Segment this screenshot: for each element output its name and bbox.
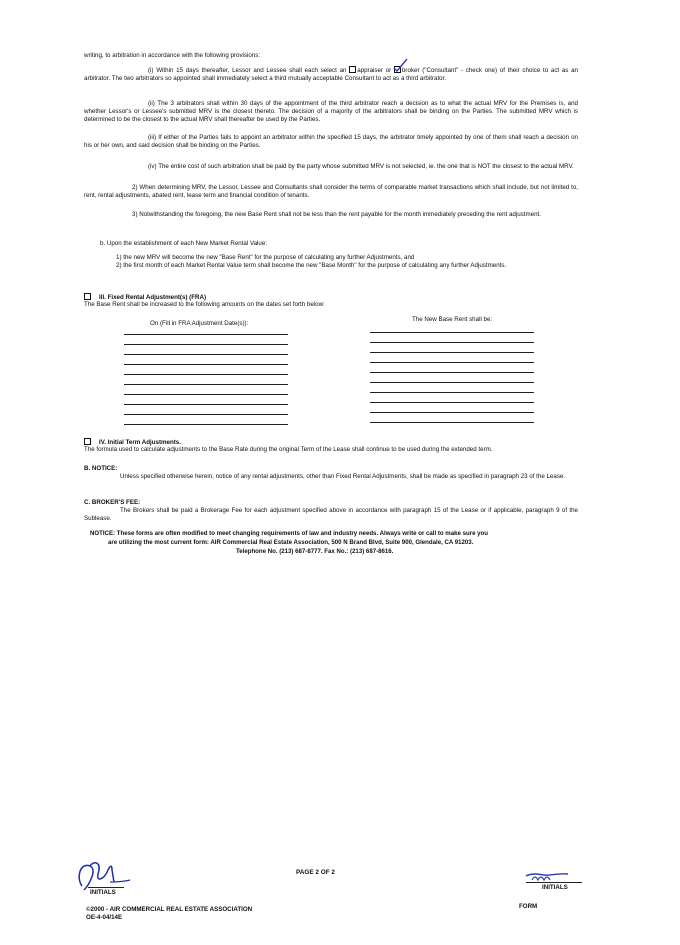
section-iv-checkbox[interactable] xyxy=(84,438,91,445)
broker-checkbox[interactable] xyxy=(394,66,401,73)
new-base-rent-line[interactable] xyxy=(370,382,534,383)
new-base-rent-line[interactable] xyxy=(370,352,534,353)
new-base-rent-line[interactable] xyxy=(370,362,534,363)
fra-date-column-label: On (Fill in FRA Adjustment Date(s)): xyxy=(150,320,249,327)
fra-date-line[interactable] xyxy=(124,384,288,385)
paragraph-b: b. Upon the establishment of each New Market Rental Value: xyxy=(100,240,268,247)
paragraph-3: 3) Notwithstanding the foregoing, the new Base Rent shall not be less than the rent payable for the month immediately preceding the rent adjustment. xyxy=(132,211,541,218)
fra-date-line[interactable] xyxy=(124,394,288,395)
fra-date-line[interactable] xyxy=(124,364,288,365)
fra-date-line[interactable] xyxy=(124,374,288,375)
paragraph-ii: (ii) The 3 arbitrators shall within 30 days of the appointment of the third arbitrator reach a decision as to what the actual MRV for the Premises is, and whether Lessor's or Lessee's submitted MRV is the closest thereto. The decision of a majority of the arbitrators shall be binding on the Parties. The submitted MRV which is determined to be the closest to the actual MRV shall thereafter be used by the Parties. xyxy=(84,100,578,123)
form-notice-line-2: are utilizing the most current form: AIR Commercial Real Estate Association, 500 N Brand Blvd, Suite 900, Glendale, CA 91203. xyxy=(108,539,474,546)
paragraph-b1: 1) the new MRV will become the new "Base Rent" for the purpose of calculating any further Adjustments, and xyxy=(116,254,415,261)
fra-date-line[interactable] xyxy=(124,414,288,415)
section-iii-text: The Base Rent shall be increased to the following amounts on the dates set forth below: xyxy=(84,301,325,308)
paragraph-i-text: (i) Within 15 days thereafter, Lessor and Lessee shall each select an xyxy=(148,67,347,74)
paragraph-iv: (iv) The entire cost of such arbitration shall be paid by the party whose submitted MRV is not selected, ie. the one that is NOT the closest to the actual MRV. xyxy=(148,163,574,170)
section-iv-text: The formula used to calculate adjustments to the Base Rate during the original Term of the Lease shall continue to be used during the extended term. xyxy=(84,446,493,453)
form-notice-line-3: Telephone No. (213) 687-8777. Fax No.: (213) 687-8616. xyxy=(236,548,394,555)
initials-line-left[interactable] xyxy=(88,887,124,888)
initials-line-right[interactable] xyxy=(526,882,582,883)
initials-label-right: INITIALS xyxy=(542,884,568,891)
notice-text: Unless specified otherwise herein, notice of any rental adjustments, other than Fixed Rental Adjustments, shall be made as specified in paragraph 23 of the Lease. xyxy=(120,473,566,480)
new-base-rent-line[interactable] xyxy=(370,332,534,333)
new-base-rent-line[interactable] xyxy=(370,402,534,403)
brokers-fee-heading: C. BROKER'S FEE: xyxy=(84,499,141,506)
initials-label-left: INITIALS xyxy=(90,889,116,896)
section-iii-checkbox[interactable] xyxy=(84,293,91,300)
brokers-fee-text: The Brokers shall be paid a Brokerage Fee for each adjustment specified above in accordance with paragraph 15 of the Lease or if applicable, paragraph 9 of the Sublease. xyxy=(84,507,578,522)
broker-label: broker ("Consultant" - check one) of their choice to act as an arbitrator. The two arbitrators so appointed shall immediately select a third mutually acceptable Consultant to act as a third arbitrator. xyxy=(84,67,578,82)
form-label: FORM xyxy=(519,903,538,910)
fra-date-line[interactable] xyxy=(124,334,288,335)
fra-date-line[interactable] xyxy=(124,404,288,405)
new-base-rent-column-label: The New Base Rent shall be: xyxy=(412,316,493,323)
paragraph-2: 2) When determining MRV, the Lessor, Lessee and Consultants shall consider the terms of comparable market transactions which shall include, but not limited to, rent, rental adjustments, abated rent, lease term and financial condition of tenants. xyxy=(84,184,578,199)
section-iii-title: III. Fixed Rental Adjustment(s) (FRA) xyxy=(99,294,207,301)
form-notice-line-1: NOTICE: These forms are often modified to meet changing requirements of law and industry needs. Always write or call to make sure you xyxy=(90,530,488,537)
fra-date-line[interactable] xyxy=(124,354,288,355)
paragraph-i xyxy=(84,66,578,83)
intro-text: writing, to arbitration in accordance with the following provisions: xyxy=(84,52,261,59)
appraiser-label: appraiser or xyxy=(357,67,392,74)
appraiser-checkbox[interactable] xyxy=(349,66,356,73)
new-base-rent-line[interactable] xyxy=(370,412,534,413)
new-base-rent-line[interactable] xyxy=(370,392,534,393)
checkmark-icon xyxy=(392,58,408,72)
form-code: OE-4-04/14E xyxy=(86,914,123,921)
new-base-rent-line[interactable] xyxy=(370,372,534,373)
section-iv-title: IV. Initial Term Adjustments. xyxy=(99,439,181,446)
fra-date-line[interactable] xyxy=(124,344,288,345)
copyright: ©2000 - AIR COMMERCIAL REAL ESTATE ASSOCIATION xyxy=(86,906,253,913)
page-number: PAGE 2 OF 2 xyxy=(296,869,335,876)
paragraph-b2: 2) the first month of each Market Rental Value term shall become the new "Base Month" for the purpose of calculating any further Adjustments. xyxy=(116,262,507,269)
new-base-rent-line[interactable] xyxy=(370,422,534,423)
fra-date-line[interactable] xyxy=(124,424,288,425)
notice-heading: B. NOTICE: xyxy=(84,465,118,472)
paragraph-iii: (iii) If either of the Parties fails to appoint an arbitrator within the specified 15 days, the arbitrator timely appointed by one of them shall reach a decision on his or her own, and said decision shall be binding on the Parties. xyxy=(84,134,578,149)
new-base-rent-line[interactable] xyxy=(370,342,534,343)
